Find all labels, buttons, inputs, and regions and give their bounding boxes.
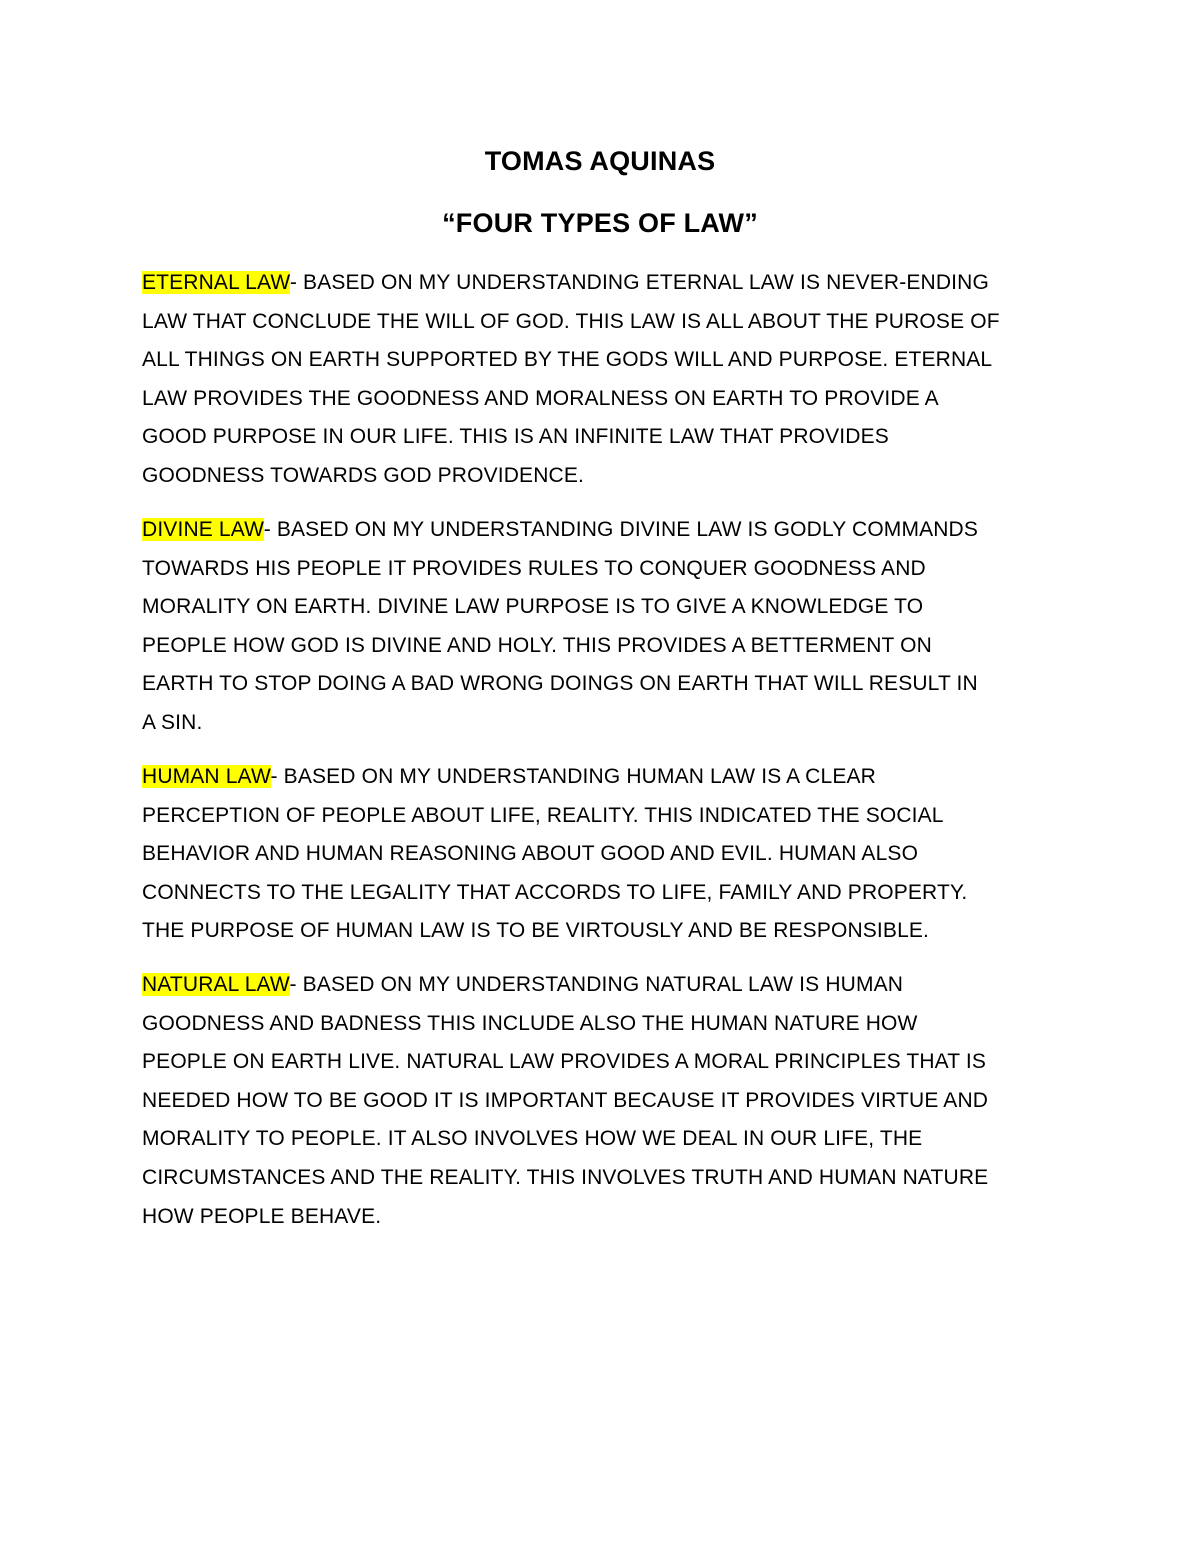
- section-divine-law: [142, 511, 1077, 743]
- section-line: CIRCUMSTANCES AND THE REALITY. THIS INVOLVES TRUTH AND HUMAN NATURE: [142, 1165, 989, 1189]
- section-text: - BASED ON MY UNDERSTANDING HUMAN LAW IS A CLEAR: [270, 765, 876, 788]
- highlighted-term: ETERNAL LAW: [142, 271, 290, 294]
- section-line: EARTH TO STOP DOING A BAD WRONG DOINGS ON EARTH THAT WILL RESULT IN: [142, 672, 978, 696]
- section-line: GOODNESS TOWARDS GOD PROVIDENCE.: [142, 463, 584, 487]
- section-text: - BASED ON MY UNDERSTANDING ETERNAL LAW IS NEVER-ENDING: [289, 271, 989, 294]
- section-natural-law: [142, 966, 1077, 1236]
- section-line: GOOD PURPOSE IN OUR LIFE. THIS IS AN INFINITE LAW THAT PROVIDES: [142, 425, 889, 449]
- highlighted-term: DIVINE LAW: [142, 518, 264, 541]
- section-line: A SIN.: [142, 710, 203, 734]
- section-line: BEHAVIOR AND HUMAN REASONING ABOUT GOOD AND EVIL. HUMAN ALSO: [142, 842, 919, 866]
- section-line: MORALITY ON EARTH. DIVINE LAW PURPOSE IS TO GIVE A KNOWLEDGE TO: [142, 595, 924, 619]
- section-line: THE PURPOSE OF HUMAN LAW IS TO BE VIRTOUSLY AND BE RESPONSIBLE.: [142, 919, 930, 943]
- section-line: HOW PEOPLE BEHAVE.: [142, 1204, 382, 1228]
- highlighted-term: NATURAL LAW: [142, 973, 290, 996]
- section-line: PEOPLE ON EARTH LIVE. NATURAL LAW PROVIDES A MORAL PRINCIPLES THAT IS: [142, 1050, 986, 1074]
- section-line: [142, 966, 1077, 1005]
- section-line: MORALITY TO PEOPLE. IT ALSO INVOLVES HOW WE DEAL IN OUR LIFE, THE: [142, 1127, 923, 1151]
- section-line: LAW THAT CONCLUDE THE WILL OF GOD. THIS LAW IS ALL ABOUT THE PUROSE OF: [142, 309, 1000, 333]
- section-line: CONNECTS TO THE LEGALITY THAT ACCORDS TO LIFE, FAMILY AND PROPERTY.: [142, 880, 968, 904]
- section-line: LAW PROVIDES THE GOODNESS AND MORALNESS ON EARTH TO PROVIDE A: [142, 386, 939, 410]
- section-line: PEOPLE HOW GOD IS DIVINE AND HOLY. THIS PROVIDES A BETTERMENT ON: [142, 633, 932, 657]
- section-human-law: [142, 758, 1077, 951]
- section-line: GOODNESS AND BADNESS THIS INCLUDE ALSO THE HUMAN NATURE HOW: [142, 1011, 918, 1035]
- section-line: NEEDED HOW TO BE GOOD IT IS IMPORTANT BECAUSE IT PROVIDES VIRTUE AND: [142, 1088, 989, 1112]
- section-line: [142, 264, 1077, 303]
- section-text: - BASED ON MY UNDERSTANDING NATURAL LAW IS HUMAN: [289, 973, 904, 996]
- section-line: TOWARDS HIS PEOPLE IT PROVIDES RULES TO CONQUER GOODNESS AND: [142, 556, 926, 580]
- highlighted-term: HUMAN LAW: [142, 765, 271, 788]
- section-line: PERCEPTION OF PEOPLE ABOUT LIFE, REALITY. THIS INDICATED THE SOCIAL: [142, 803, 944, 827]
- section-line: [142, 511, 1077, 550]
- document-subtitle: “FOUR TYPES OF LAW”: [442, 208, 758, 238]
- section-line: ALL THINGS ON EARTH SUPPORTED BY THE GODS WILL AND PURPOSE. ETERNAL: [142, 348, 993, 372]
- section-eternal-law: [142, 264, 1077, 496]
- section-text: - BASED ON MY UNDERSTANDING DIVINE LAW IS GODLY COMMANDS: [263, 518, 979, 541]
- document-title: TOMAS AQUINAS: [484, 146, 716, 176]
- section-line: [142, 758, 1077, 797]
